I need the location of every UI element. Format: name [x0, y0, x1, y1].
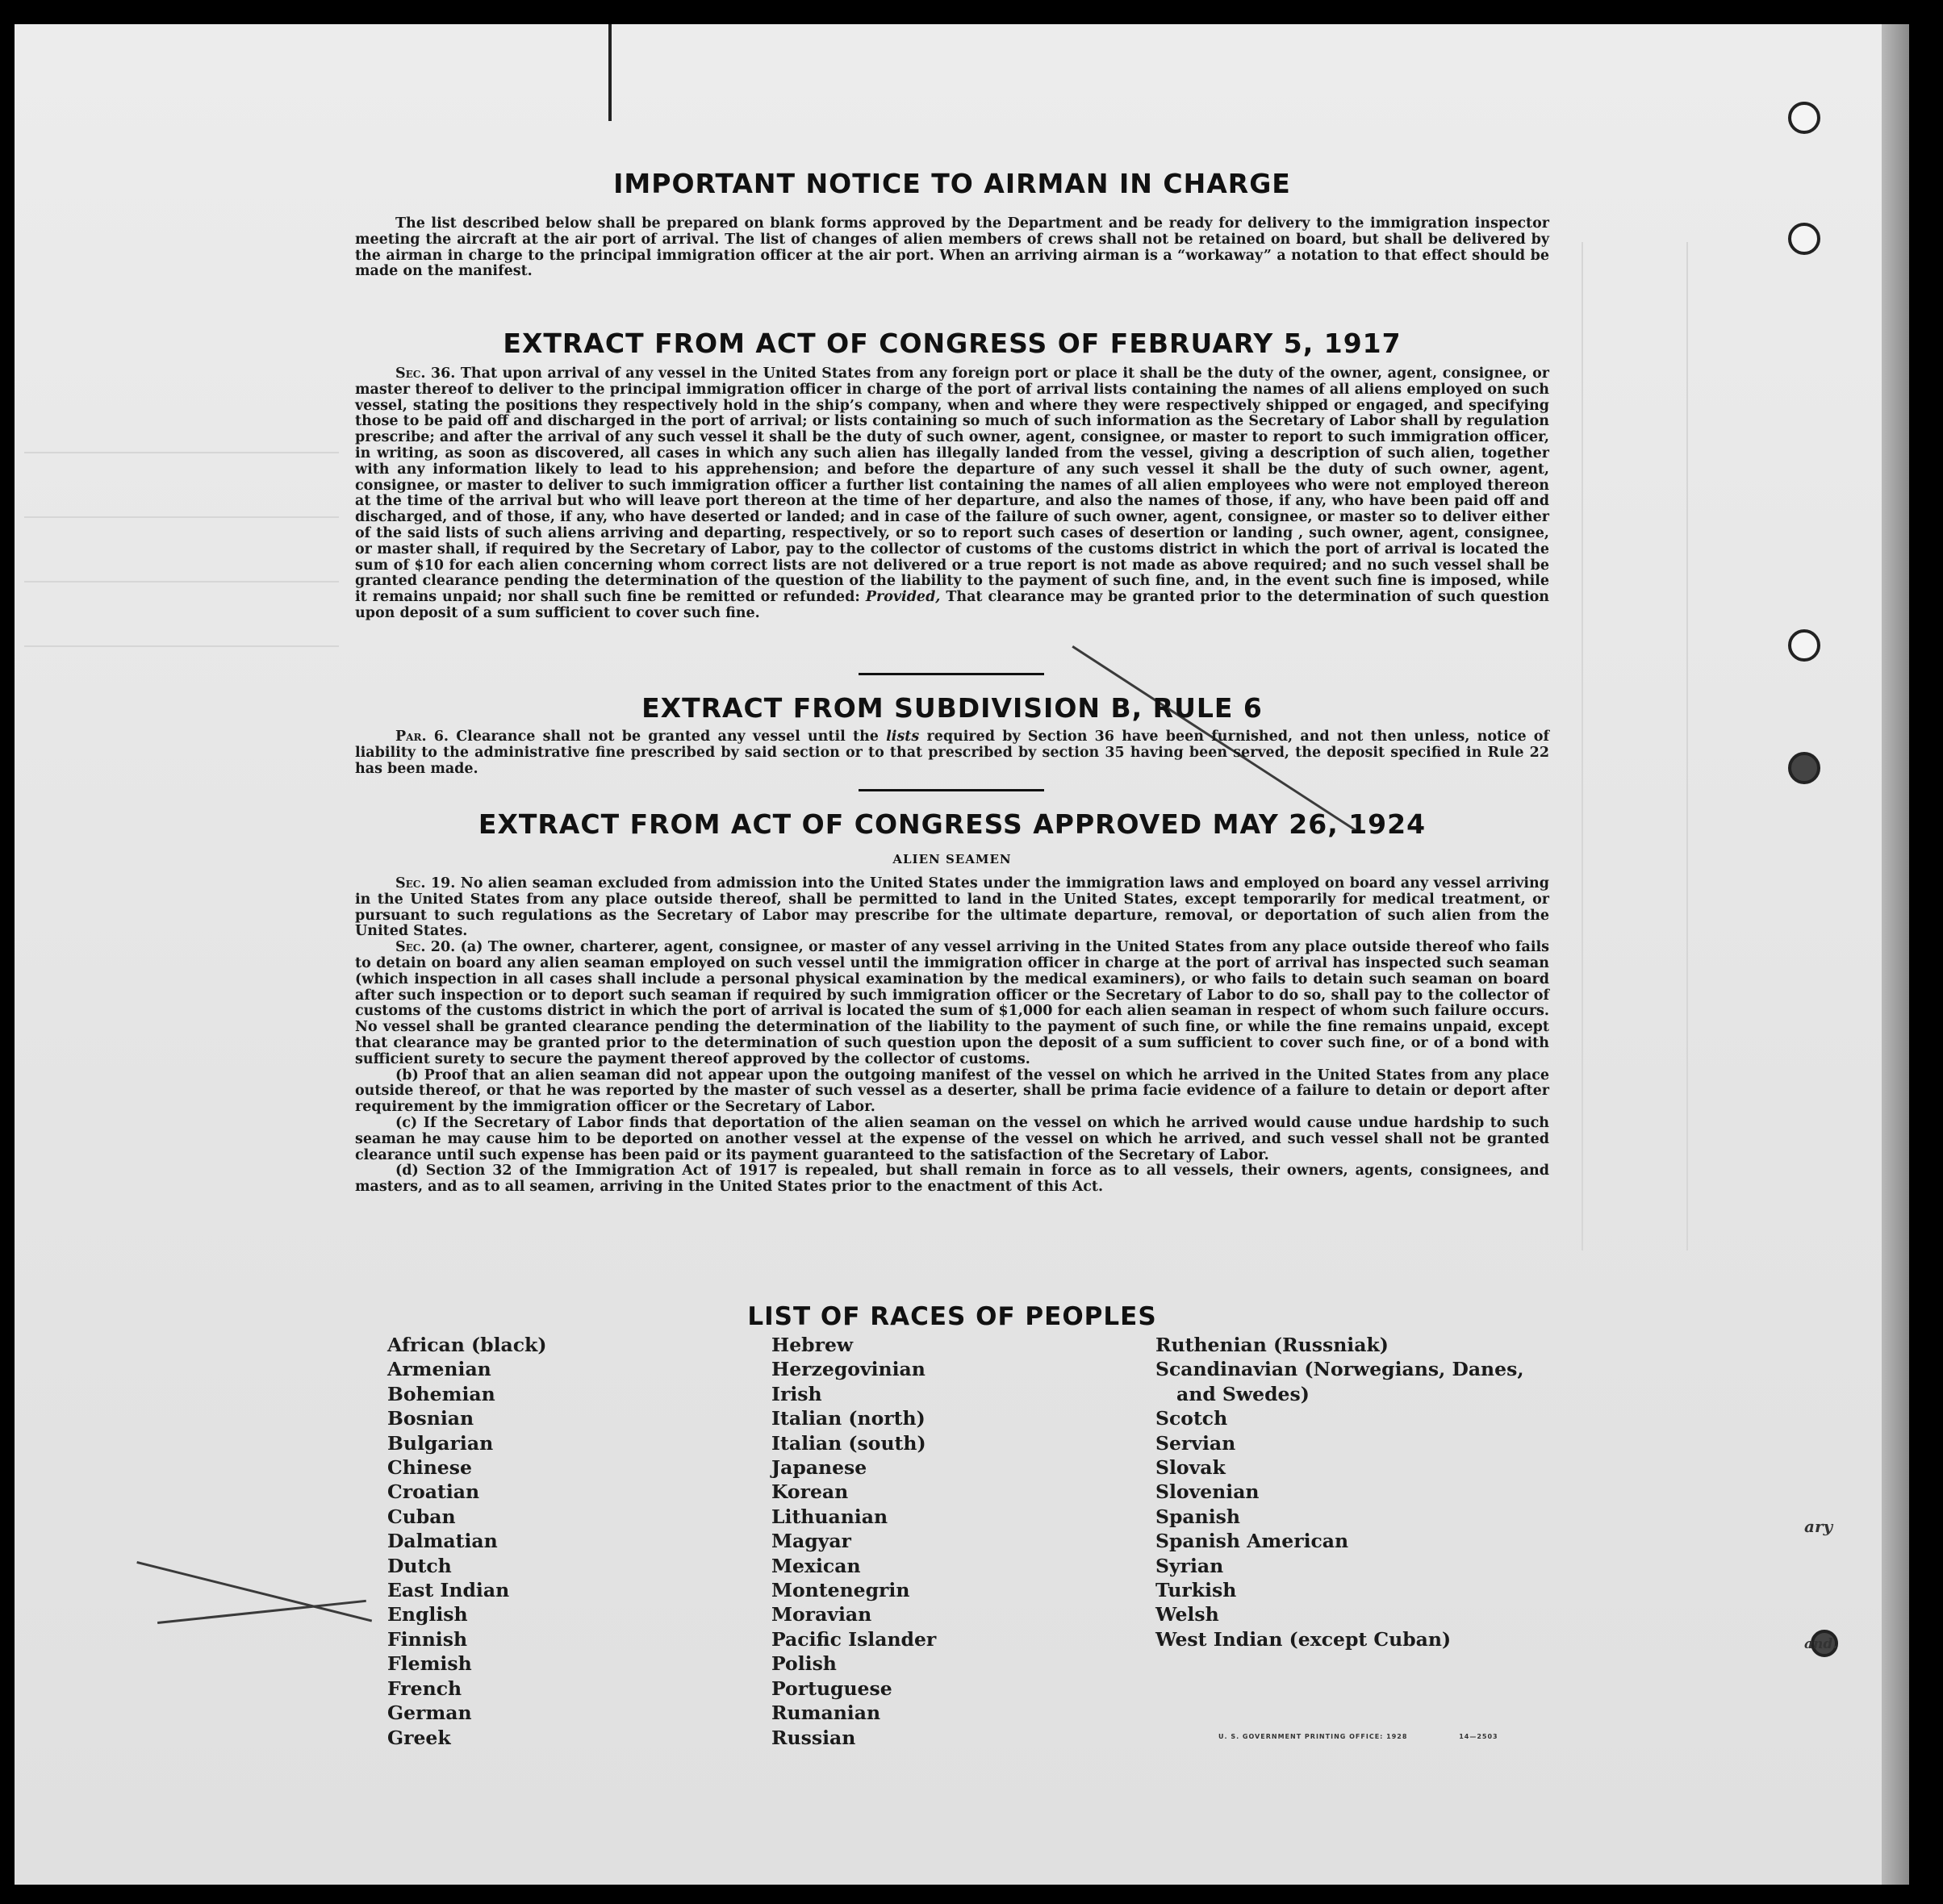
race-item: Finnish — [387, 1627, 468, 1651]
race-item: Spanish American — [1155, 1530, 1349, 1553]
page-edge — [1882, 24, 1909, 1885]
sec-19-label: Sec. 19. — [395, 875, 456, 891]
race-item: French — [387, 1676, 462, 1700]
race-item: Slovenian — [1155, 1480, 1260, 1504]
par-6-lists: lists — [886, 729, 920, 745]
race-item: Mexican — [771, 1554, 861, 1577]
sec-36-text: That upon arrival of any vessel in the United States from any foreign port or place it shall be the duty of the owner, agent, consignee, or master thereof to deliver to the principal immigration officer in charge of the port of arrival lists containing the names of all aliens employed on such vessel, stating the positions they respectively hold in the ship’s company, when and where they were respectively shipped or engaged, and specifying those to be paid off and discharged in the port of arrival; or lists containing so much of such information as the Secretary of Labor shall by regulation prescribe; and after the arrival of any such vessel it shall be the duty of such owner, agent, consignee, or master to report to such immigration officer, in writing, as soon as discovered, all cases in which any such alien has illegally landed from the vessel, giving a description of such alien, together with any information likely to lead to his apprehension; and before the departure of any such vessel it shall be the duty of such owner, agent, consignee, or master to deliver to such immigration officer a further list containing the names of all alien employees who were not employed thereon at the time of the arrival but who will leave port thereon at the time of her departure, and also the names of those, if any, who have been paid off and discharged, and of those, if any, who have deserted or landed; and in case of the failure of such owner, agent, consignee, or master so to deliver either of the said lists of such aliens arriving and departing, respectively, or so to report such cases of desertion or landing , such owner, agent, consignee, or master shall, if required by the Secretary of Labor, pay to the collector of customs of the customs district in which the port of arrival is located the sum of $10 for each alien concerning whom correct lists are not delivered or a true report is not made as above required; and no such vessel shall be granted clearance pending the determination of the question of the liability to the payment of such fine, and, in the event such fine is imposed, while it remains unpaid; nor shall such fine be remitted or refunded: — [355, 365, 1550, 606]
sec-36-text-end: That clearance may be granted prior to the determination of such question upon deposit of a sum sufficient to cover such fine. — [355, 589, 1550, 621]
race-item: Cuban — [387, 1505, 456, 1528]
race-item: West Indian (except Cuban) — [1155, 1627, 1452, 1651]
race-item: Herzegovinian — [771, 1358, 926, 1381]
section-divider — [859, 789, 1044, 791]
race-item: Lithuanian — [771, 1505, 888, 1528]
act-1917-title: EXTRACT FROM ACT OF CONGRESS OF FEBRUARY 5, 1917 — [503, 328, 1402, 359]
sec-36-paragraph — [355, 366, 1549, 622]
sec-36-label: Sec. 36. — [395, 365, 456, 382]
bleed-through-rule — [24, 581, 339, 582]
alien-seamen-subtitle: ALIEN SEAMEN — [892, 852, 1012, 866]
notice-body — [355, 216, 1549, 280]
race-item: German — [387, 1701, 472, 1725]
race-item: Moravian — [771, 1603, 872, 1626]
sec-20a-text: (a) The owner, charterer, agent, consignee, or master of any vessel arriving in the United States from any place outside thereof who fails to detain on board any alien seaman employed on such vessel until the immigration officer in charge at the port of arrival has inspected such seaman (which inspection in all cases shall include a personal physical examination by the medical examiners), or who fails to detain such seaman on board after such inspection or to deport such seaman if required by such immigration officer or the Secretary of Labor to do so, shall pay to the collector of customs of the customs district in which the port of arrival is located the sum of $1,000 for each alien seaman in respect of whom such failure occurs. No vessel shall be granted clearance pending the determination of the liability to the payment of such fine, or while the fine remains unpaid, except that clearance may be granted prior to the determination of such question upon the deposit of a sum sufficient to cover such fine, or of a bond with sufficient surety to secure the payment thereof approved by the collector of customs. — [355, 939, 1549, 1067]
race-item: Scandinavian (Norwegians, Danes, — [1155, 1358, 1524, 1381]
sec-20a-paragraph — [355, 940, 1549, 1067]
binder-hole — [1788, 629, 1820, 662]
bleed-through-rule — [24, 516, 339, 518]
race-item: Italian (north) — [771, 1407, 926, 1430]
bleed-through-rule — [1686, 242, 1688, 1251]
race-item: Irish — [771, 1382, 822, 1405]
form-number: 14—2503 — [1459, 1733, 1498, 1740]
race-item: Chinese — [387, 1456, 472, 1480]
race-item: Rumanian — [771, 1701, 881, 1725]
section-divider — [859, 673, 1044, 675]
race-item: and Swedes) — [1176, 1382, 1310, 1405]
sec-20b-paragraph: (b) Proof that an alien seaman did not appear upon the outgoing manifest of the vessel on which he arrived in the United States from any place outside thereof, or that he was reported by the master of such vessel as a deserter, shall be prima facie evidence of a failure to detain or deport after requirement by the immigration officer or the Secretary of Labor. — [355, 1067, 1549, 1116]
sec-19-text: No alien seaman excluded from admission into the United States under the immigration laws and employed on board any vessel arriving in the United States from any place outside thereof, shall be permitted to land in the United States, except temporarily for medical treatment, or pursuant to such regulations as the Secretary of Labor may prescribe for the ultimate departure, removal, or deportation of such alien from the United States. — [355, 875, 1549, 940]
par-6-label: Par. 6. — [395, 729, 449, 745]
race-item: Croatian — [387, 1480, 480, 1504]
binder-hole — [1788, 223, 1820, 255]
notice-text: The list described below shall be prepared on blank forms approved by the Department and be ready for delivery to the immigration inspector meeting the aircraft at the air port of arrival. The list of changes of alien members of crews shall not be retained on board, but shall be delivered by the airman in charge to the principal immigration officer at the air port. When an arriving airman is a “workaway” a notation to that effect should be made on the manifest. — [355, 215, 1549, 280]
race-item: Spanish — [1155, 1505, 1240, 1528]
race-item: Bosnian — [387, 1407, 474, 1430]
bleed-through-rule — [1582, 242, 1583, 1251]
par-6-text-b: required by Section 36 have been furnished, and not then unless, notice of liability to the administrative fine prescribed by said section or to that prescribed by section 35 having been served, the deposit specified in Rule 22 has been made. — [355, 729, 1549, 777]
race-item: Portuguese — [771, 1676, 892, 1700]
race-item: Turkish — [1155, 1579, 1237, 1602]
race-item: Scotch — [1155, 1407, 1228, 1430]
races-column-3 — [1155, 1333, 1524, 1651]
race-item: Ruthenian (Russniak) — [1155, 1334, 1389, 1356]
race-item: Hebrew — [771, 1334, 854, 1356]
race-item: Bulgarian — [387, 1431, 494, 1455]
printing-office-imprint — [1218, 1733, 1498, 1740]
race-item: Welsh — [1155, 1603, 1219, 1626]
races-title: LIST OF RACES OF PEOPLES — [747, 1301, 1157, 1331]
race-item: East Indian — [387, 1579, 510, 1602]
race-item: Syrian — [1155, 1554, 1224, 1577]
act-1924-title: EXTRACT FROM ACT OF CONGRESS APPROVED MAY 26, 1924 — [478, 808, 1427, 840]
race-item: Korean — [771, 1480, 849, 1504]
races-column-1 — [387, 1333, 546, 1750]
binder-hole — [1788, 102, 1820, 134]
race-item: Polish — [771, 1652, 837, 1676]
race-item: Servian — [1155, 1431, 1236, 1455]
par-6-paragraph — [355, 729, 1549, 777]
race-item: Dutch — [387, 1554, 452, 1577]
race-item: Montenegrin — [771, 1579, 910, 1602]
sec-20-label: Sec. 20. — [395, 939, 456, 956]
race-item: Pacific Islander — [771, 1627, 937, 1651]
sec-20c-paragraph: (c) If the Secretary of Labor finds that deportation of the alien seaman on the vessel on which he arrived would cause undue hardship to such seaman he may cause him to be deported on another vessel at the expense of the vessel on which he arrived, and such vessel shall not be granted clearance until such expense has been paid or its payment guaranteed to the satisfaction of the Secretary of Labor. — [355, 1114, 1549, 1163]
race-item: Flemish — [387, 1652, 472, 1676]
par-6-text-a: Clearance shall not be granted any vessel until the — [456, 729, 879, 745]
act-1924-body — [355, 876, 1549, 1196]
margin-fragment: ary — [1804, 1517, 1833, 1536]
race-item: Armenian — [387, 1358, 491, 1381]
bleed-through-rule — [24, 452, 339, 453]
bleed-through-rule — [24, 645, 339, 647]
rule-6-title: EXTRACT FROM SUBDIVISION B, RULE 6 — [641, 692, 1263, 724]
provided-label: Provided, — [865, 589, 941, 606]
binder-hole — [1788, 752, 1820, 784]
race-item: Magyar — [771, 1530, 851, 1553]
race-item: Slovak — [1155, 1456, 1226, 1480]
race-item: Bohemian — [387, 1382, 495, 1405]
race-item: Dalmatian — [387, 1530, 498, 1553]
race-item: African (black) — [387, 1334, 547, 1356]
sec-20d-paragraph: (d) Section 32 of the Immigration Act of 1917 is repealed, but shall remain in force as to all vessels, their owners, agents, consignees, and masters, and as to all seamen, arriving in the United States prior to the enactment of this Act. — [355, 1163, 1549, 1196]
race-item: Italian (south) — [771, 1431, 926, 1455]
race-item: Russian — [771, 1726, 856, 1749]
fold-line — [608, 24, 612, 121]
race-item: English — [387, 1603, 468, 1626]
printer-line: U. S. GOVERNMENT PRINTING OFFICE: 1928 — [1218, 1733, 1408, 1740]
notice-title: IMPORTANT NOTICE TO AIRMAN IN CHARGE — [613, 168, 1291, 199]
race-item: Japanese — [771, 1456, 867, 1480]
margin-fragment: and. — [1804, 1636, 1838, 1652]
sec-19-paragraph — [355, 876, 1549, 940]
race-item: Greek — [387, 1726, 451, 1749]
races-column-2 — [771, 1333, 936, 1750]
